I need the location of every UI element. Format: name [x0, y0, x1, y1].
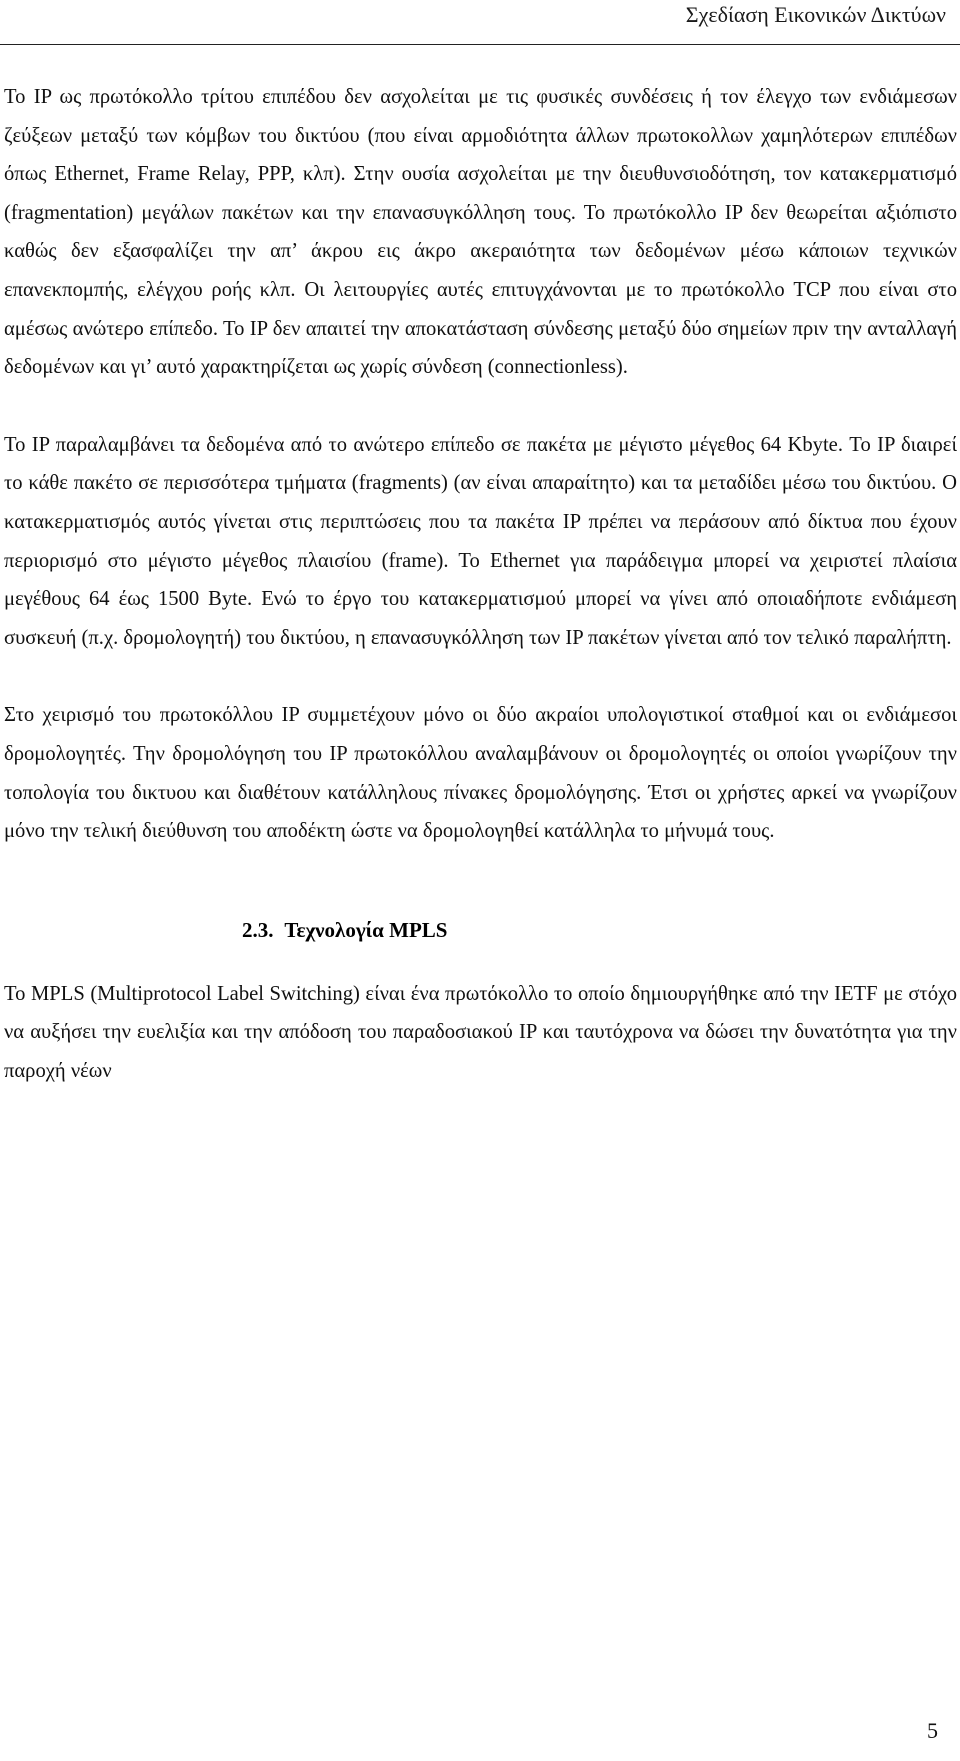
section-heading [4, 911, 957, 949]
paragraph-ip-layer: Το IP ως πρωτόκολλο τρίτου επιπέδου δεν ασχολείται με τις φυσικές συνδέσεις ή τον έλεγχο των ενδιάμεσων ζεύξεων μεταξύ των κόμβων του δικτύου (που είναι αρμοδιότητα άλλων πρωτοκολλων χαμηλότερων επιπέδων όπως Ethernet, Frame Relay, PPP, κλπ). Στην ουσία ασχολείται με την διευθυνσιοδότηση, τον κατακερματισμό (fragmentation) μεγάλων πακέτων και την επανασυγκόλληση τους. Το πρωτόκολλο IP δεν θεωρείται αξιόπιστο καθώς δεν εξασφαλίζει την απ’ άκρου εις άκρο ακεραιότητα των δεδομένων μέσω κάποιων τεχνικών επανεκπομπής, ελέγχου ροής κλπ. Οι λειτουργίες αυτές επιτυγχάνονται με το πρωτόκολλο TCP που είναι στο αμέσως ανώτερο επίπεδο. Το IP δεν απαιτεί την αποκατάσταση σύνδεσης μεταξύ δύο σημείων πριν την ανταλλαγή δεδομένων και γι’ αυτό χαρακτηρίζεται ως χωρίς σύνδεση (connectionless). [4, 86, 957, 379]
section-number: 2.3. [242, 917, 274, 942]
paragraph-ip-routing: Στο χειρισμό του πρωτοκόλλου IP συμμετέχουν μόνο οι δύο ακραίοι υπολογιστικοί σταθμοί και οι ενδιάμεσοι δρομολογητές. Την δρομολόγηση του IP πρωτοκόλλου αναλαμβάνουν οι δρομολογητές οι οποίοι γνωρίζουν την τοπολογία του δικτυου και διαθέτουν κατάλληλους πίνακες δρομολόγησης. Έτσι οι χρήστες αρκεί να γνωρίζουν μόνο την τελική διεύθυνση του αποδέκτη ώστε να δρομολογηθεί κατάλληλα το μήνυμά τους. [4, 704, 957, 843]
document-body [4, 78, 957, 1090]
paragraph-mpls-intro: Το MPLS (Multiprotocol Label Switching) είναι ένα πρωτόκολλο το οποίο δημιουργήθηκε από την IETF με στόχο να αυξήσει την ευελιξία και την απόδοση του παραδοσιακού IP και ταυτόχρονα να δώσει την δυνατότητα για την παροχή νέων [4, 982, 957, 1082]
running-header-title: Σχεδίαση Εικονικών Δικτύων [685, 2, 946, 27]
section-title: Τεχνολογία MPLS [284, 917, 448, 942]
header-divider [0, 44, 960, 45]
page-number: 5 [927, 1718, 938, 1743]
paragraph-ip-fragmentation: Το IP παραλαμβάνει τα δεδομένα από το ανώτερο επίπεδο σε πακέτα με μέγιστο μέγεθος 64 Kbyte. Το IP διαιρεί το κάθε πακέτο σε περισσότερα τμήματα (fragments) (αν είναι απαραίτητο) και τα μεταδίδει μέσω του δικτύου. Ο κατακερματισμός αυτός γίνεται στις περιπτώσεις που τα πακέτα IP πρέπει να περάσουν από δίκτυα που έχουν περιορισμό στο μέγιστο μέγεθος πλαισίου (frame). Το Ethernet για παράδειγμα μπορεί να χειριστεί πλαίσια μεγέθους 64 έως 1500 Byte. Ενώ το έργο του κατακερματισμού μπορεί να γίνει από οποιαδήποτε ενδιάμεση συσκευή (π.χ. δρομολογητή) του δικτύου, η επανασυγκόλληση των IP πακέτων γίνεται από τον τελικό παραλήπτη. [4, 433, 957, 649]
